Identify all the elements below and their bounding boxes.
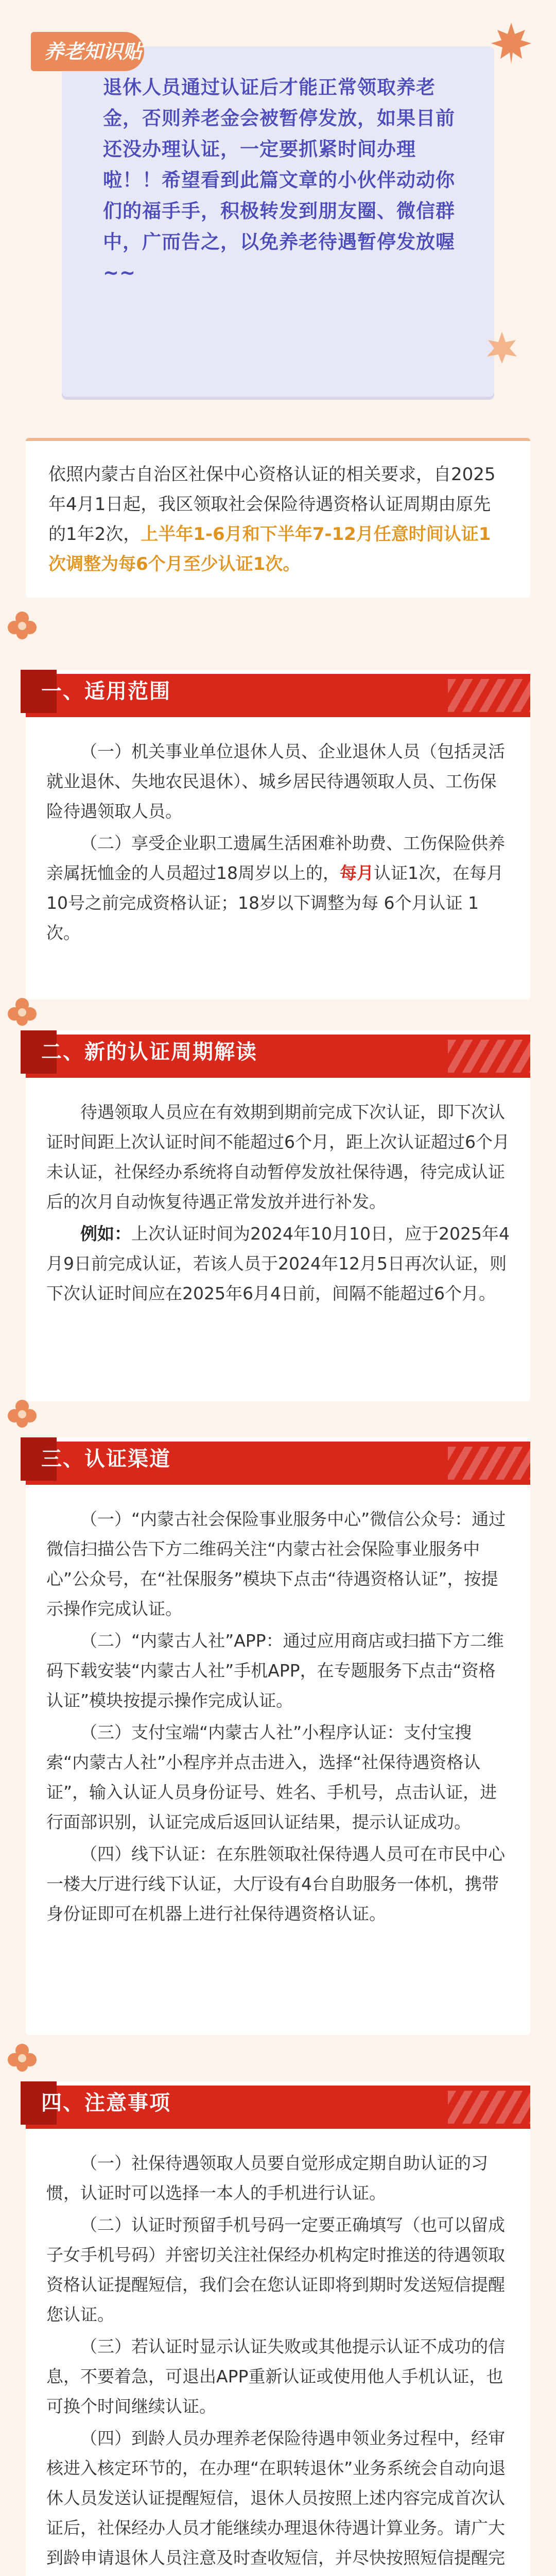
paragraph: 例如：上次认证时间为2024年10月10日，应于2025年4月9日前完成认证，若该人员于2024年12月5日再次认证，则下次认证时间应在2025年6月4日前，间隔不能超过6个月。 — [46, 1224, 510, 1303]
tip-text: 退休人员通过认证后才能正常领取养老金，否则养老金会被暂停发放，如果目前还没办理认证，一定要抓紧时间办理啦！！希望看到此篇文章的小伙伴动动你们的福手手，积极转发到朋友圈、微信群中，广而告之，以免养老待遇暂停发放喔~~ — [103, 76, 455, 284]
flower-icon — [4, 608, 40, 644]
section-body — [46, 1097, 510, 1311]
paragraph: （三）若认证时显示认证失败或其他提示认证不成功的信息，不要着急，可退出APP重新认证或使用他人手机认证，也可换个时间继续认证。 — [46, 2336, 505, 2416]
flower-icon — [4, 1396, 40, 1432]
paragraph: （一）社保待遇领取人员要自觉形成定期自助认证的习惯，认证时可以选择一本人的手机进行认证。 — [46, 2153, 488, 2203]
paragraph: （二）“内蒙古人社”APP：通过应用商店或扫描下方二维码下载安装“内蒙古人社”手机APP，在专题服务下点击“资格认证”模块按提示操作完成认证。 — [46, 1631, 504, 1710]
paragraph: （四）线下认证：在东胜领取社保待遇人员可在市民中心一楼大厅进行线下认证，大厅设有4台自助服务一体机，携带身份证即可在机器上进行社保待遇资格认证。 — [46, 1844, 505, 1924]
maple-leaf-icon — [489, 21, 533, 65]
paragraph: （二）认证时预留手机号码一定要正确填写（也可以留成子女手机号码）并密切关注社保经办机构定时推送的待遇领取资格认证提醒短信，我们会在您认证即将到期时发送短信提醒您认证。 — [46, 2215, 505, 2325]
leaf-icon — [484, 330, 520, 366]
paragraph: （四）到龄人员办理养老保险待遇申领业务过程中，经审核进入核定环节的，在办理“在职转退休”业务系统会自动向退休人员发送认证提醒短信，退休人员按照上述内容完成首次认证后，社保经办人员才能继续办理退休待遇计算业务。请广大到龄申请退休人员注意及时查收短信，并尽快按照短信提醒完 — [46, 2428, 506, 2568]
intro-paragraph — [26, 438, 530, 598]
paragraph: 待遇领取人员应在有效期到期前完成下次认证，即下次认证时间距上次认证时间不能超过6个月，距上次认证超过6个月未认证，社保经办系统将自动暂停发放社保待遇，待完成认证后的次月自动恢复待遇正常发放并进行补发。 — [46, 1102, 510, 1212]
paragraph: （三）支付宝端“内蒙古人社”小程序认证：支付宝搜索“内蒙古人社”小程序并点击进入，选择“社保待遇资格认证”，输入认证人员身份证号、姓名、手机号，点击认证，进行面部识别，认证完成后返回认证结果，提示认证成功。 — [46, 1722, 497, 1832]
paragraph: （一）“内蒙古社会保险事业服务中心”微信公众号：通过微信扫描公告下方二维码关注“内蒙古社会保险事业服务中心”公众号，在“社保服务”模块下点击“待遇资格认证”，按提示操作完成认证。 — [46, 1509, 506, 1619]
flower-icon — [4, 2040, 40, 2076]
intro-highlight: 上半年1-6月和下半年7-12月任意时间认证1次调整为每6个月至少认证1次。 — [48, 524, 491, 574]
intro-text: 依照内蒙古自治区社保中心资格认证的相关要求，自2025年4月1日起，我区领取社会保险待遇资格认证周期由原先的1年2次， — [48, 464, 496, 545]
paragraph: （二）享受企业职工遗属生活困难补助费、工伤保险供养亲属抚恤金的人员超过18周岁以上的，每月认证1次，在每月10号之前完成资格认证；18岁以下调整为每 6个月认证 1次。 — [46, 833, 505, 943]
section-title: 一、适用范围 — [41, 680, 171, 703]
section-header — [21, 670, 535, 717]
tip-panel — [21, 21, 535, 381]
section-title: 四、注意事项 — [41, 2091, 171, 2115]
section-body — [46, 1504, 510, 1931]
section-period — [26, 1030, 530, 1401]
section-header — [21, 2081, 535, 2129]
section-notes — [26, 2081, 530, 2576]
section-body — [46, 2148, 510, 2576]
tip-tag: 养老知识贴 — [31, 32, 144, 71]
section-title: 三、认证渠道 — [41, 1447, 171, 1471]
section-body — [46, 737, 510, 950]
section-header — [21, 1437, 535, 1485]
section-title: 二、新的认证周期解读 — [41, 1040, 257, 1064]
section-channels — [26, 1437, 530, 2035]
section-scope — [26, 670, 530, 999]
paragraph: （一）机关事业单位退休人员、企业退休人员（包括灵活就业退休、失地农民退休）、城乡居民待遇领取人员、工伤保险待遇领取人员。 — [46, 741, 505, 821]
section-header — [21, 1030, 535, 1078]
flower-icon — [4, 994, 40, 1030]
